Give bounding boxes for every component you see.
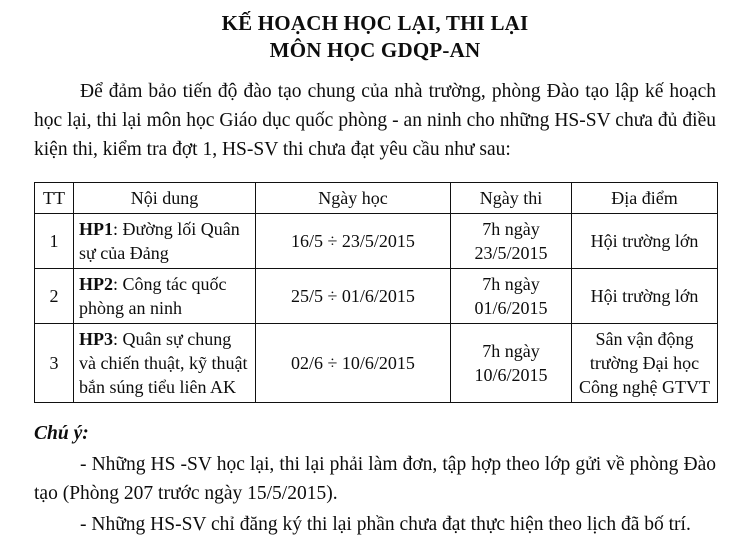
title-line-1: KẾ HOẠCH HỌC LẠI, THI LẠI (221, 11, 529, 35)
column-header-study-date: Ngày học (256, 183, 451, 214)
table-body (35, 214, 718, 403)
column-header-content: Nội dung (74, 183, 256, 214)
table-header-row (35, 183, 718, 214)
column-header-exam-date: Ngày thi (451, 183, 572, 214)
cell-location: Sân vận động trường Đại học Công nghệ GTVT (572, 324, 718, 403)
notes-section (34, 419, 716, 539)
table-row (35, 269, 718, 324)
cell-content (74, 324, 256, 403)
column-header-location: Địa điểm (572, 183, 718, 214)
column-header-tt: TT (35, 183, 74, 214)
course-content: : Công tác quốc phòng an ninh (79, 274, 227, 318)
note-item: - Những HS-SV chỉ đăng ký thi lại phần chưa đạt thực hiện theo lịch đã bố trí. (80, 514, 691, 535)
notes-heading: Chú ý: (34, 423, 89, 444)
course-code: HP2 (79, 274, 113, 294)
cell-content (74, 214, 256, 269)
cell-location: Hội trường lớn (572, 214, 718, 269)
cell-exam-date: 7h ngày 01/6/2015 (451, 269, 572, 324)
cell-location: Hội trường lớn (572, 269, 718, 324)
cell-study-date: 25/5 ÷ 01/6/2015 (256, 269, 451, 324)
schedule-table (34, 182, 718, 403)
cell-tt: 3 (35, 324, 74, 403)
cell-exam-date: 7h ngày 23/5/2015 (451, 214, 572, 269)
course-code: HP3 (79, 329, 113, 349)
cell-tt: 2 (35, 269, 74, 324)
intro-paragraph: Để đảm bảo tiến độ đào tạo chung của nhà trường, phòng Đào tạo lập kế hoạch học lại, thi lại môn học Giáo dục quốc phòng - an ninh cho những HS-SV chưa đủ điều kiện thi, kiểm tra đợt 1, HS-SV thi chưa đạt yêu cầu như sau: (34, 81, 716, 160)
course-content: : Quân sự chung và chiến thuật, kỹ thuật bắn súng tiểu liên AK (79, 329, 248, 397)
course-content: : Đường lối Quân sự của Đảng (79, 219, 240, 263)
table-row (35, 324, 718, 403)
title-line-2: MÔN HỌC GDQP-AN (269, 38, 481, 62)
schedule-table-container (34, 182, 716, 403)
document-title (0, 0, 750, 64)
cell-tt: 1 (35, 214, 74, 269)
course-code: HP1 (79, 219, 113, 239)
note-item: - Những HS -SV học lại, thi lại phải làm đơn, tập hợp theo lớp gửi về phòng Đào tạo (Phòng 207 trước ngày 15/5/2015). (34, 454, 716, 504)
cell-content (74, 269, 256, 324)
table-row (35, 214, 718, 269)
cell-study-date: 02/6 ÷ 10/6/2015 (256, 324, 451, 403)
table-header (35, 183, 718, 214)
cell-exam-date: 7h ngày 10/6/2015 (451, 324, 572, 403)
cell-study-date: 16/5 ÷ 23/5/2015 (256, 214, 451, 269)
